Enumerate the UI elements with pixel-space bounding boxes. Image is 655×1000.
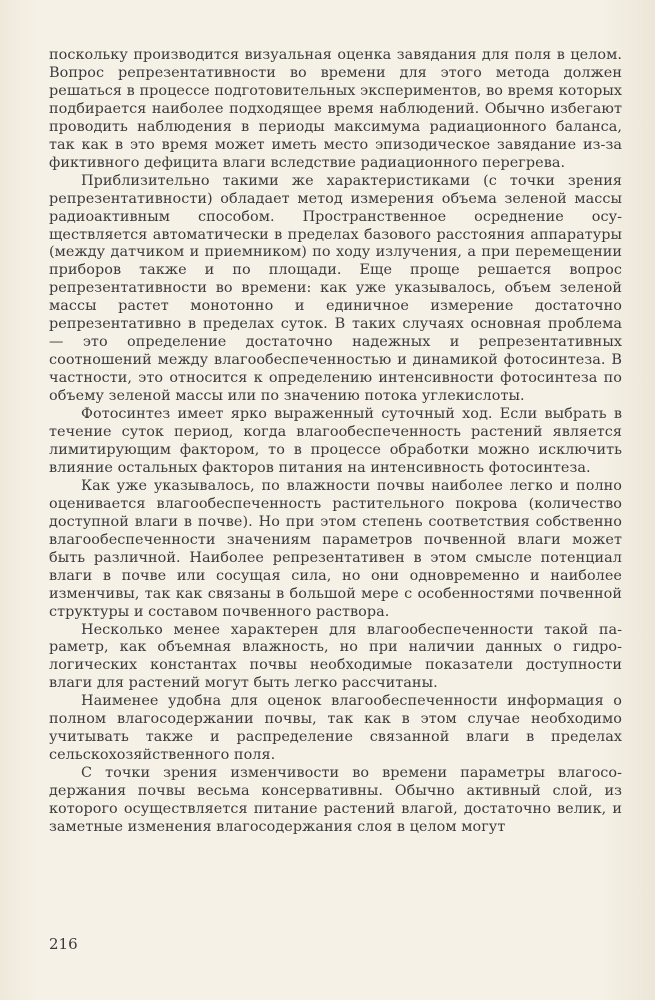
paragraph: Несколько менее характерен для влагообеспеченности такой параметр, как объемная влажность, но при наличии данных о гидрологических константах почвы необходимые показатели доступности влаги для растений могут быть легко рассчитаны. [49, 621, 622, 692]
paragraph: Фотосинтез имеет ярко выраженный суточный ход. Если выбрать в течение суток период, когда влагообеспеченность растений является лимитирующим фактором, то в процессе обработки можно исключить влияние остальных факторов питания на интенсивность фотосинтеза. [49, 406, 622, 476]
paragraph: Наименее удобна для оценок влагообеспеченности информация о полном влагосодержании почвы, так как в этом случае необходимо учитывать также и распределение связанной влаги в пределах сельскохозяйственного поля. [49, 693, 622, 764]
paragraph-continued: поскольку производится визуальная оценка завядания для поля в целом. Вопрос репрезентативности во времени для этого метода должен решаться в процессе подготовительных экспериментов, во время которых подбирается наиболее подходящее время наблюдений. Обычно избегают проводить наблюдения в периоды максимума радиационного баланса, так как в это время может иметь место эпизодическое завядание из-за фиктивного дефицита влаги вследствие радиационного перегрева. [49, 47, 622, 171]
paragraph: Приблизительно такими же характеристиками (с точки зрения репрезентативности) обладает метод измерения объема зеленой массы радиоактивным способом. Пространственное осреднение осуществляется автоматически в пределах базового расстояния аппаратуры (между датчиком и приемником) по ходу излучения, а при перемещении приборов также и по площади. Еще проще решается вопрос репрезентативности во времени: как уже указывалось, объем зеленой массы растет монотонно и единичное измерение достаточно репрезентативно в пределах суток. В таких случаях основная проблема — это определение достаточно надежных и репрезентативных соотношений между влагообеспеченностью и динамикой фотосинтеза. В частности, это относится к определению интенсивности фотосинтеза по объему зеленой массы или по значению потока углекислоты. [49, 172, 622, 405]
page-number: 216 [49, 935, 78, 953]
paragraph: С точки зрения изменчивости во времени параметры влагосодержания почвы весьма консервативны. Обычно активный слой, из которого осуществляется питание растений влагой, достаточно велик, и заметные изменения влагосодержания слоя в целом могут [49, 765, 622, 835]
body-text [49, 47, 622, 837]
paragraph: Как уже указывалось, по влажности почвы наиболее легко и полно оценивается влагообеспеченность растительного покрова (количество доступной влаги в почве). Но при этом степень соответствия собственно влагообеспеченности значениям параметров почвенной влаги может быть различной. Наиболее репрезентативен в этом смысле потенциал влаги в почве или сосущая сила, но они одновременно и наиболее изменчивы, так как связаны в большой мере с особенностями почвенной структуры и составом почвенного раствора. [49, 477, 622, 620]
